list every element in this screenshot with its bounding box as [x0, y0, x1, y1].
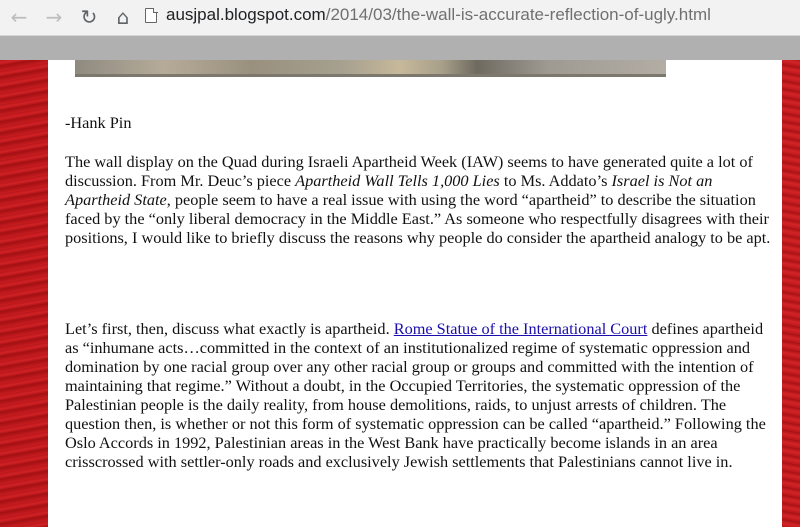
background-right	[782, 60, 800, 527]
background-left	[0, 60, 48, 527]
rome-statute-link[interactable]: Rome Statue of the International Court	[393, 319, 648, 338]
forward-arrow-icon[interactable]: →	[45, 5, 63, 29]
url-text[interactable]	[166, 5, 711, 25]
post-author: -Hank Pin	[65, 113, 132, 132]
page-info-icon[interactable]	[145, 8, 157, 23]
page-header-strip	[0, 36, 800, 60]
address-bar[interactable]	[142, 4, 792, 30]
paragraph-2-text-b: defines apartheid as “inhumane acts…committed in the context of an institutionalized regime of systematic oppression and domination by one racial group over any other racial group or groups and committed with the intention of maintaining that regime.” Without a doubt, in the Occupied Territories, the systematic oppression of the Palestinian people is the daily reality, from house demolitions, raids, to unjust arrests of children. The question then, is whether or not this form of systematic oppression can be called “apartheid.” Following the Oslo Accords in 1992, Palestinian areas in the West Bank have practically become islands in an area crisscrossed with settler-only roads and exclusively Jewish settlements that Palestinians cannot live in.	[65, 319, 766, 471]
reload-icon[interactable]: ↻	[80, 5, 98, 29]
post-body	[48, 60, 782, 527]
back-arrow-icon[interactable]: ←	[10, 5, 28, 29]
article-title-1: Apartheid Wall Tells 1,000 Lies	[295, 171, 500, 190]
url-path: /2014/03/the-wall-is-accurate-reflection-of-ugly.html	[325, 5, 711, 24]
home-icon[interactable]: ⌂	[116, 5, 130, 29]
paragraph-2	[65, 319, 777, 471]
url-host: ausjpal.blogspot.com	[166, 5, 326, 24]
paragraph-1	[65, 152, 777, 247]
paragraph-1-text-c: , people seem to have a real issue with using the word “apartheid” to describe the situation faced by the “only liberal democracy in the Middle East.” As someone who respectfully disagrees with their positions, I would like to briefly discuss the reasons why people do consider the apartheid analogy to be apt.	[65, 190, 771, 247]
post-image	[75, 60, 666, 77]
paragraph-2-text-a: Let’s first, then, discuss what exactly is apartheid.	[65, 319, 394, 338]
paragraph-1-text-a: The wall display on the Quad during Israeli Apartheid Week (IAW) seems to have generated quite a lot of discussion. From Mr. Deuc’s piece	[65, 152, 753, 190]
browser-toolbar	[0, 0, 800, 36]
paragraph-1-text-b: to Ms. Addato’s	[499, 171, 612, 190]
article-title-2: Israel is Not an Apartheid State	[65, 171, 713, 209]
